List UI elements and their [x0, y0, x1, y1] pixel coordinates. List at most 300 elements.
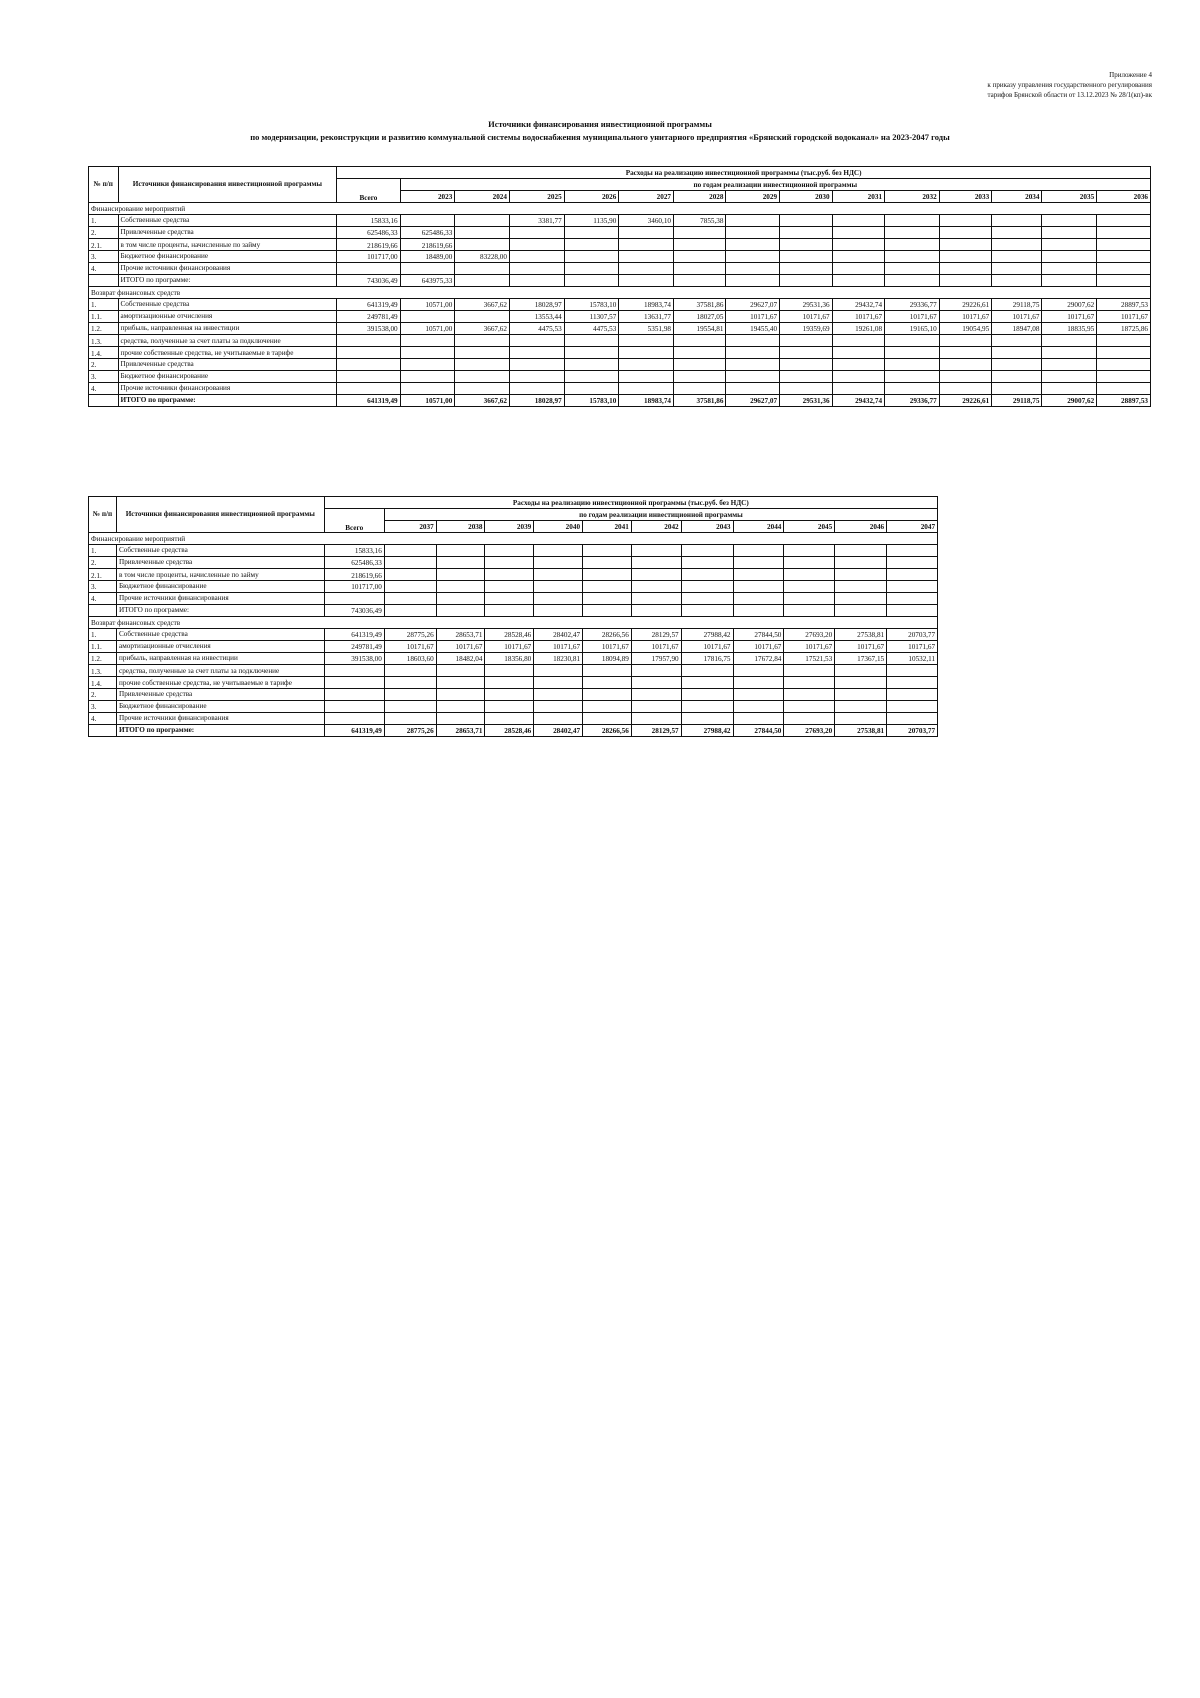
row-year-value: [681, 689, 733, 701]
year-header: 2024: [455, 191, 510, 203]
row-year-value: 18094,89: [583, 653, 632, 665]
row-year-value: [583, 557, 632, 569]
header-num: № п/п: [89, 497, 117, 533]
row-year-value: [835, 545, 887, 557]
row-year-value: [583, 689, 632, 701]
table-row: [89, 395, 1151, 407]
row-year-value: [534, 689, 583, 701]
row-year-value: [1097, 263, 1151, 275]
row-year-value: 18983,74: [619, 299, 674, 311]
year-header: 2030: [780, 191, 832, 203]
row-year-value: [835, 557, 887, 569]
row-year-value: 10171,67: [384, 641, 436, 653]
row-year-value: [509, 275, 564, 287]
row-year-value: [564, 275, 619, 287]
row-year-value: 10171,67: [485, 641, 534, 653]
row-year-value: [455, 215, 510, 227]
row-year-value: 3667,62: [455, 299, 510, 311]
row-year-value: [384, 713, 436, 725]
row-year-value: [436, 581, 485, 593]
row-year-value: [1042, 335, 1097, 347]
row-year-value: [455, 263, 510, 275]
header-num: № п/п: [89, 167, 119, 203]
row-total: 249781,49: [324, 641, 384, 653]
table-row: [89, 593, 989, 605]
row-year-value: 13631,77: [619, 311, 674, 323]
row-year-value: 27538,81: [835, 725, 887, 737]
row-year-value: [619, 359, 674, 371]
year-header: 2036: [1097, 191, 1151, 203]
row-year-value: 10532,11: [887, 653, 938, 665]
header-row: [89, 167, 1151, 179]
row-year-value: [726, 251, 780, 263]
row-year-value: 19455,40: [726, 323, 780, 335]
row-number: 1.4.: [89, 677, 117, 689]
row-year-value: [835, 605, 887, 617]
row-number: 2.: [89, 227, 119, 239]
row-total: 641319,49: [337, 395, 400, 407]
table-row: [89, 215, 1151, 227]
row-year-value: [631, 569, 681, 581]
row-total: 625486,33: [337, 227, 400, 239]
row-year-value: 10171,67: [835, 641, 887, 653]
row-year-value: [619, 239, 674, 251]
row-year-value: [534, 593, 583, 605]
row-year-value: [564, 239, 619, 251]
row-year-value: [832, 335, 884, 347]
row-year-value: [1042, 275, 1097, 287]
row-year-value: 10171,67: [992, 311, 1042, 323]
row-year-value: [885, 239, 940, 251]
row-year-value: [733, 605, 784, 617]
row-number: 1.: [89, 215, 119, 227]
year-header: 2040: [534, 521, 583, 533]
row-year-value: [436, 593, 485, 605]
row-year-value: [631, 545, 681, 557]
row-year-value: 15783,10: [564, 299, 619, 311]
row-year-value: 17672,84: [733, 653, 784, 665]
row-year-value: 19261,08: [832, 323, 884, 335]
row-year-value: [885, 251, 940, 263]
row-year-value: [400, 359, 455, 371]
row-source-name: Прочие источники финансирования: [117, 593, 325, 605]
row-year-value: 28402,47: [534, 629, 583, 641]
row-total: 391538,00: [337, 323, 400, 335]
row-year-value: [885, 359, 940, 371]
row-year-value: [992, 383, 1042, 395]
appendix-line: тарифов Брянской области от 13.12.2023 № 28/1(кп)-вк: [987, 91, 1152, 99]
year-header: 2034: [992, 191, 1042, 203]
row-year-value: [835, 689, 887, 701]
section-row: [89, 287, 1151, 299]
row-total: 15833,16: [324, 545, 384, 557]
row-year-value: [681, 605, 733, 617]
header-years: по годам реализации инвестиционной программы: [384, 509, 937, 521]
row-year-value: [564, 371, 619, 383]
row-total: 391538,00: [324, 653, 384, 665]
row-year-value: 27844,50: [733, 725, 784, 737]
row-year-value: [534, 581, 583, 593]
financing-table-2023-2036: [88, 166, 1151, 407]
row-year-value: 17521,53: [784, 653, 835, 665]
row-year-value: [780, 227, 832, 239]
row-year-value: 28775,26: [384, 629, 436, 641]
row-year-value: 15783,10: [564, 395, 619, 407]
row-year-value: 10171,67: [1042, 311, 1097, 323]
row-year-value: [733, 581, 784, 593]
year-header: 2023: [400, 191, 455, 203]
row-number: [89, 395, 119, 407]
row-year-value: [384, 593, 436, 605]
row-year-value: [681, 569, 733, 581]
row-year-value: [455, 311, 510, 323]
row-year-value: [939, 239, 991, 251]
row-year-value: [455, 371, 510, 383]
row-year-value: [992, 359, 1042, 371]
row-source-name: Прочие источники финансирования: [117, 713, 325, 725]
row-number: 1.3.: [89, 335, 119, 347]
row-source-name: амортизационные отчисления: [118, 311, 337, 323]
row-year-value: [619, 347, 674, 359]
row-year-value: [485, 713, 534, 725]
row-number: 2.: [89, 359, 119, 371]
row-year-value: [1097, 215, 1151, 227]
row-year-value: [436, 605, 485, 617]
year-header: 2039: [485, 521, 534, 533]
row-year-value: [835, 713, 887, 725]
table-row: [89, 701, 989, 713]
row-year-value: 27538,81: [835, 629, 887, 641]
row-year-value: 29118,75: [992, 299, 1042, 311]
row-source-name: в том числе проценты, начисленные по займу: [118, 239, 337, 251]
row-year-value: [534, 677, 583, 689]
row-year-value: 29226,61: [939, 395, 991, 407]
row-year-value: 18028,97: [509, 395, 564, 407]
row-year-value: [1042, 359, 1097, 371]
table-row: [89, 545, 989, 557]
row-year-value: [619, 251, 674, 263]
row-year-value: 28266,56: [583, 725, 632, 737]
row-number: 3.: [89, 701, 117, 713]
row-source-name: ИТОГО по программе:: [117, 725, 325, 737]
row-year-value: [564, 347, 619, 359]
row-year-value: [674, 227, 726, 239]
row-year-value: 3667,62: [455, 323, 510, 335]
row-year-value: [726, 335, 780, 347]
row-source-name: Привлеченные средства: [117, 557, 325, 569]
row-year-value: [780, 263, 832, 275]
row-year-value: [835, 701, 887, 713]
row-year-value: [509, 251, 564, 263]
row-total: [337, 263, 400, 275]
row-year-value: [681, 545, 733, 557]
header-source: Источники финансирования инвестиционной программы: [118, 167, 337, 203]
row-source-name: прочие собственные средства, не учитываемые в тарифе: [117, 677, 325, 689]
row-year-value: [939, 215, 991, 227]
row-year-value: 10171,67: [939, 311, 991, 323]
row-year-value: [939, 359, 991, 371]
row-year-value: [733, 701, 784, 713]
row-year-value: 7855,38: [674, 215, 726, 227]
row-year-value: [992, 371, 1042, 383]
section-title: Финансирование мероприятий: [89, 533, 938, 545]
row-year-value: 10171,67: [733, 641, 784, 653]
row-year-value: [534, 605, 583, 617]
row-year-value: 19359,69: [780, 323, 832, 335]
row-year-value: 3460,10: [619, 215, 674, 227]
row-year-value: [1097, 359, 1151, 371]
row-year-value: [832, 347, 884, 359]
row-year-value: [384, 545, 436, 557]
row-year-value: [400, 371, 455, 383]
row-year-value: 643975,33: [400, 275, 455, 287]
row-year-value: [631, 581, 681, 593]
row-year-value: [885, 335, 940, 347]
row-year-value: [583, 701, 632, 713]
row-year-value: [780, 335, 832, 347]
row-year-value: [726, 263, 780, 275]
row-year-value: [534, 569, 583, 581]
row-year-value: [784, 545, 835, 557]
section-row: [89, 533, 989, 545]
row-year-value: 19165,10: [885, 323, 940, 335]
row-year-value: [583, 713, 632, 725]
row-year-value: [400, 383, 455, 395]
row-year-value: 28653,71: [436, 725, 485, 737]
row-year-value: [509, 239, 564, 251]
year-header: 2045: [784, 521, 835, 533]
row-number: 1.1.: [89, 641, 117, 653]
row-year-value: [485, 581, 534, 593]
row-year-value: [619, 263, 674, 275]
row-year-value: [384, 569, 436, 581]
row-year-value: [485, 545, 534, 557]
row-year-value: 28897,53: [1097, 395, 1151, 407]
table-row: [89, 641, 989, 653]
row-year-value: [939, 251, 991, 263]
table-row: [89, 359, 1151, 371]
row-total: [337, 347, 400, 359]
row-year-value: [681, 665, 733, 677]
row-year-value: [384, 665, 436, 677]
row-year-value: [485, 557, 534, 569]
row-year-value: [726, 227, 780, 239]
row-year-value: [992, 239, 1042, 251]
row-year-value: [733, 545, 784, 557]
row-year-value: [1097, 335, 1151, 347]
table-row: [89, 227, 1151, 239]
row-year-value: [534, 665, 583, 677]
table-row: [89, 629, 989, 641]
year-header: 2035: [1042, 191, 1097, 203]
row-year-value: [887, 557, 938, 569]
row-year-value: [885, 371, 940, 383]
row-number: 1.: [89, 629, 117, 641]
row-year-value: [939, 347, 991, 359]
row-year-value: 10171,67: [631, 641, 681, 653]
row-year-value: [674, 275, 726, 287]
row-year-value: [887, 581, 938, 593]
table-row: [89, 239, 1151, 251]
row-year-value: 5351,98: [619, 323, 674, 335]
row-year-value: 29627,07: [726, 299, 780, 311]
row-year-value: [832, 383, 884, 395]
row-year-value: [583, 545, 632, 557]
row-year-value: 27693,20: [784, 725, 835, 737]
row-total: 15833,16: [337, 215, 400, 227]
row-year-value: 18603,60: [384, 653, 436, 665]
row-number: 4.: [89, 383, 119, 395]
row-year-value: [631, 605, 681, 617]
table-row: [89, 713, 989, 725]
row-source-name: Привлеченные средства: [118, 227, 337, 239]
row-year-value: [885, 263, 940, 275]
row-year-value: [992, 335, 1042, 347]
row-year-value: 17367,15: [835, 653, 887, 665]
row-year-value: 3381,77: [509, 215, 564, 227]
row-year-value: [534, 713, 583, 725]
row-number: 4.: [89, 713, 117, 725]
row-year-value: [631, 689, 681, 701]
row-year-value: [832, 251, 884, 263]
row-year-value: [784, 581, 835, 593]
row-total: 743036,49: [324, 605, 384, 617]
row-year-value: [939, 371, 991, 383]
row-year-value: 1135,90: [564, 215, 619, 227]
row-year-value: [564, 263, 619, 275]
row-year-value: 20703,77: [887, 629, 938, 641]
row-year-value: 29118,75: [992, 395, 1042, 407]
row-year-value: [780, 275, 832, 287]
row-year-value: [384, 701, 436, 713]
row-year-value: [832, 215, 884, 227]
row-year-value: [583, 665, 632, 677]
row-year-value: [384, 557, 436, 569]
row-number: 2.1.: [89, 239, 119, 251]
row-year-value: [455, 359, 510, 371]
row-year-value: [835, 677, 887, 689]
row-year-value: 28266,56: [583, 629, 632, 641]
row-year-value: [436, 665, 485, 677]
header-expenses: Расходы на реализацию инвестиционной программы (тыс.руб. без НДС): [324, 497, 937, 509]
row-year-value: [1097, 227, 1151, 239]
row-year-value: [726, 215, 780, 227]
row-year-value: 28653,71: [436, 629, 485, 641]
row-year-value: 29336,77: [885, 299, 940, 311]
row-year-value: [832, 239, 884, 251]
row-total: [324, 713, 384, 725]
row-year-value: [992, 275, 1042, 287]
year-header: 2043: [681, 521, 733, 533]
row-source-name: Собственные средства: [117, 545, 325, 557]
row-year-value: [1097, 347, 1151, 359]
row-number: 4.: [89, 263, 119, 275]
row-source-name: амортизационные отчисления: [117, 641, 325, 653]
row-year-value: [583, 605, 632, 617]
row-year-value: [887, 689, 938, 701]
row-year-value: [992, 251, 1042, 263]
table-row: [89, 347, 1151, 359]
row-year-value: [784, 605, 835, 617]
table-row: [89, 371, 1151, 383]
row-year-value: [436, 677, 485, 689]
row-year-value: 37581,86: [674, 395, 726, 407]
header-years: по годам реализации инвестиционной программы: [400, 179, 1150, 191]
row-total: 101717,00: [337, 251, 400, 263]
row-total: 625486,33: [324, 557, 384, 569]
row-total: 641319,49: [337, 299, 400, 311]
section-title: Финансирование мероприятий: [89, 203, 1151, 215]
row-year-value: [733, 569, 784, 581]
year-header: 2028: [674, 191, 726, 203]
row-year-value: 28402,47: [534, 725, 583, 737]
row-year-value: [631, 557, 681, 569]
table-row: [89, 605, 989, 617]
row-year-value: [733, 713, 784, 725]
title-line-1: Источники финансирования инвестиционной программы: [488, 119, 712, 129]
row-year-value: [885, 215, 940, 227]
row-year-value: 10171,67: [832, 311, 884, 323]
row-year-value: 10571,00: [400, 395, 455, 407]
row-year-value: [780, 359, 832, 371]
row-year-value: [681, 593, 733, 605]
row-source-name: Прочие источники финансирования: [118, 263, 337, 275]
row-year-value: [733, 593, 784, 605]
row-year-value: 10171,67: [583, 641, 632, 653]
row-number: 1.1.: [89, 311, 119, 323]
row-year-value: 18835,95: [1042, 323, 1097, 335]
row-year-value: 10171,67: [726, 311, 780, 323]
row-year-value: [681, 581, 733, 593]
row-year-value: [400, 335, 455, 347]
row-source-name: Привлеченные средства: [117, 689, 325, 701]
row-year-value: [780, 347, 832, 359]
row-year-value: [887, 593, 938, 605]
row-year-value: [485, 677, 534, 689]
row-year-value: [485, 665, 534, 677]
row-year-value: [534, 545, 583, 557]
row-year-value: [832, 359, 884, 371]
row-year-value: [674, 263, 726, 275]
row-year-value: 4475,53: [509, 323, 564, 335]
table-row: [89, 665, 989, 677]
row-year-value: [564, 251, 619, 263]
table-row: [89, 581, 989, 593]
row-year-value: 17816,75: [681, 653, 733, 665]
row-year-value: 10571,00: [400, 299, 455, 311]
row-year-value: [400, 215, 455, 227]
table-row: [89, 311, 1151, 323]
row-year-value: [1097, 383, 1151, 395]
row-total: [337, 371, 400, 383]
row-year-value: [885, 383, 940, 395]
row-year-value: 29432,74: [832, 395, 884, 407]
row-year-value: [674, 383, 726, 395]
table-row: [89, 263, 1151, 275]
row-year-value: 18983,74: [619, 395, 674, 407]
row-year-value: [681, 557, 733, 569]
row-year-value: [583, 593, 632, 605]
title-line-2: по модернизации, реконструкции и развитию коммунальной системы водоснабжения муниципального унитарного предприятия «Брянский городской водоканал» на 2023-2047 годы: [250, 132, 950, 142]
row-year-value: [681, 677, 733, 689]
row-year-value: [885, 275, 940, 287]
row-year-value: 19054,95: [939, 323, 991, 335]
row-total: [337, 335, 400, 347]
row-source-name: Собственные средства: [118, 215, 337, 227]
table-row: [89, 299, 1151, 311]
row-source-name: Бюджетное финансирование: [118, 371, 337, 383]
row-total: [337, 383, 400, 395]
